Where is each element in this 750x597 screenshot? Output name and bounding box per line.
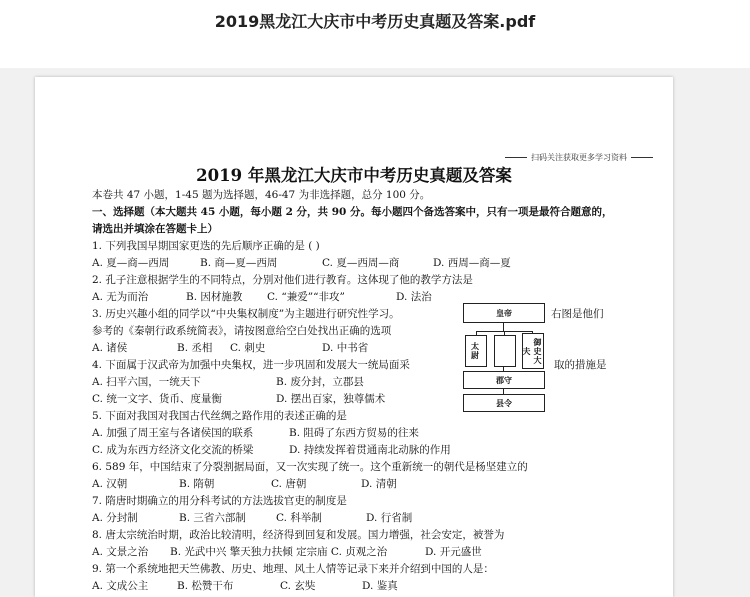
question-7: 7. 隋唐时期确立的用分科考试的方法选拔官吏的制度是 (92, 495, 347, 507)
q6-option-d: D. 清朝 (361, 478, 397, 490)
q2-option-b: B. 因材施教 (186, 291, 243, 303)
diagram-connector (503, 322, 504, 331)
q1-option-c: C. 夏—西周—商 (322, 257, 400, 269)
q2-option-d: D. 法治 (396, 291, 432, 303)
question-6: 6. 589 年，中国结束了分裂割据局面，又一次实现了统一。这个重新统一的朝代是杨坚建立的 (92, 461, 528, 473)
q8-option-d: D. 开元盛世 (425, 546, 482, 558)
question-5: 5. 下面对我国对我国古代丝绸之路作用的表述正确的是 (92, 410, 347, 422)
diagram-taiwei: 太尉 (465, 335, 487, 367)
q9-option-a: A. 文成公主 (92, 580, 149, 592)
q1-option-b: B. 商—夏—西周 (200, 257, 278, 269)
q6-option-b: B. 隋朝 (179, 478, 215, 490)
q9-option-b: B. 松赞干布 (177, 580, 234, 592)
q6-option-a: A. 汉朝 (92, 478, 128, 490)
q4-option-b: B. 废分封，立郡县 (276, 376, 364, 388)
q5-option-c: C. 成为东西方经济文化交流的桥梁 (92, 444, 254, 456)
diagram-blank (494, 335, 516, 367)
q2-option-a: A. 无为而治 (92, 291, 149, 303)
q3-option-c: C. 刺史 (230, 342, 266, 354)
q8-option-b: B. 光武中兴 擎天独力扶倾 定宗庙 C. 贞观之治 (170, 546, 388, 558)
pdf-page (35, 77, 673, 597)
question-3: 3. 历史兴趣小组的同学以“中央集权制度”为主题进行研究性学习。 (92, 308, 400, 320)
question-4: 4. 下面属于汉武帝为加强中央集权，进一步巩固和发展大一统局面采 (92, 359, 410, 371)
q6-option-c: C. 唐朝 (271, 478, 307, 490)
section-heading: 一、选择题（本大题共 45 小题，每小题 2 分，共 90 分。每小题四个备选答案中，只有一项是最符合题意的， (92, 206, 613, 218)
q4-option-d: D. 摆出百家，独尊儒术 (276, 393, 386, 405)
diagram-junshou: 郡守 (463, 371, 545, 389)
q7-option-c: C. 科举制 (276, 512, 322, 524)
intro-line: 本卷共 47 小题，1-45 题为选择题，46-47 为非选择题，总分 100 分。 (92, 189, 431, 201)
diagram-yushidafu: 御史大夫 (522, 333, 544, 369)
q7-option-d: D. 行省制 (366, 512, 413, 524)
title-bar (0, 0, 750, 68)
q2-option-c: C. “兼爱”“非攻” (267, 291, 345, 303)
q1-option-d: D. 西周—商—夏 (433, 257, 511, 269)
question-8: 8. 唐太宗统治时期，政治比较清明，经济得到回复和发展。国力增强，社会安定，被誉为 (92, 529, 505, 541)
diagram-emperor: 皇帝 (463, 303, 545, 323)
q7-option-b: B. 三省六部制 (179, 512, 246, 524)
exam-title: 2019 年黑龙江大庆市中考历史真题及答案 (196, 166, 512, 185)
q5-option-d: D. 持续发挥着贯通南北动脉的作用 (289, 444, 451, 456)
question-4-tail: 取的措施是 (554, 359, 607, 371)
q4-option-c: C. 统一文字、货币、度量衡 (92, 393, 222, 405)
document-title: 2019黑龙江大庆市中考历史真题及答案.pdf (214, 12, 536, 31)
q7-option-a: A. 分封制 (92, 512, 138, 524)
question-9: 9. 第一个系统地把天竺佛教、历史、地理、风土人情等记录下来并介绍到中国的人是： (92, 563, 494, 575)
q3-option-a: A. 诸侯 (92, 342, 128, 354)
q3-option-d: D. 中书省 (322, 342, 369, 354)
q5-option-a: A. 加强了周王室与各诸侯国的联系 (92, 427, 254, 439)
question-1: 1. 下列我国早期国家更迭的先后顺序正确的是 ( ) (92, 240, 320, 252)
section-heading-cont: 请选出并填涂在答题卡上） (92, 223, 218, 235)
q3-option-b: B. 丞相 (177, 342, 213, 354)
question-3-cont: 参考的《秦朝行政系统简表》，请按图意给空白处找出正确的选项 (92, 325, 392, 337)
header-note: 扫码关注获取更多学习资料 (501, 152, 657, 163)
q8-option-a: A. 文景之治 (92, 546, 149, 558)
q4-option-a: A. 扫平六国，一统天下 (92, 376, 201, 388)
question-2: 2. 孔子注意根据学生的不同特点，分别对他们进行教育。这体现了他的教学方法是 (92, 274, 473, 286)
q9-option-d: D. 鉴真 (362, 580, 398, 592)
q1-option-a: A. 夏—商—西周 (92, 257, 170, 269)
q9-option-c: C. 玄奘 (280, 580, 316, 592)
question-3-tail: 右图是他们 (551, 308, 604, 320)
diagram-xianling: 县令 (463, 394, 545, 412)
q5-option-b: B. 阻碍了东西方贸易的往来 (289, 427, 419, 439)
